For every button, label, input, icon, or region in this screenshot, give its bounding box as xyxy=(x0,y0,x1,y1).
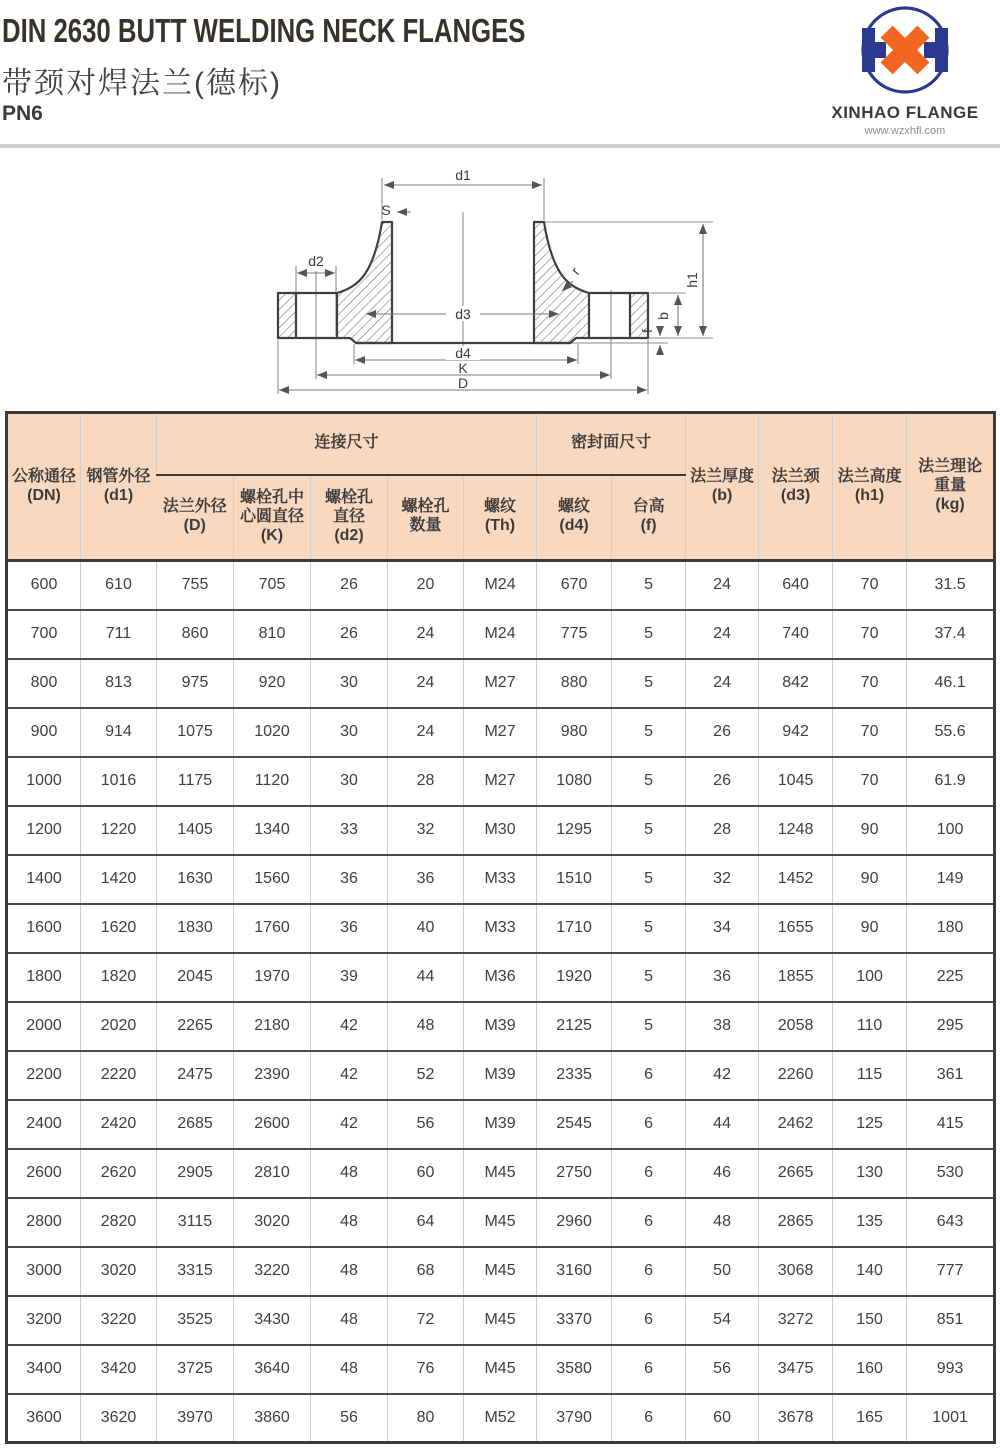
cell: 180 xyxy=(907,904,995,953)
cell: 26 xyxy=(686,757,759,806)
cell: 3220 xyxy=(234,1247,311,1296)
cell: 3970 xyxy=(157,1394,234,1443)
col-header-thread-d4: 螺纹 (d4) xyxy=(537,475,612,561)
cell: 1016 xyxy=(81,757,157,806)
cell: 44 xyxy=(388,953,464,1002)
cell: 1855 xyxy=(759,953,833,1002)
cell: 70 xyxy=(833,610,907,659)
cell: 2750 xyxy=(537,1149,612,1198)
cell: 48 xyxy=(388,1002,464,1051)
cell: 37.4 xyxy=(907,610,995,659)
cell: 80 xyxy=(388,1394,464,1443)
company-logo-icon xyxy=(830,4,980,102)
cell: 1400 xyxy=(7,855,81,904)
col-header-thread-th: 螺纹 (Th) xyxy=(464,475,537,561)
dim-label-s: S xyxy=(381,202,391,218)
cell: 914 xyxy=(81,708,157,757)
cell: 115 xyxy=(833,1051,907,1100)
cell: 2475 xyxy=(157,1051,234,1100)
cell: 1080 xyxy=(537,757,612,806)
cell: 900 xyxy=(7,708,81,757)
cell: 52 xyxy=(388,1051,464,1100)
cell: 1340 xyxy=(234,806,311,855)
cell: 1175 xyxy=(157,757,234,806)
cell: 2045 xyxy=(157,953,234,1002)
page-title: DIN 2630 BUTT WELDING NECK FLANGES xyxy=(2,12,526,49)
col-header-pipe-od: 钢管外径 (d1) xyxy=(81,413,157,561)
table-row xyxy=(7,1345,995,1394)
cell: M39 xyxy=(464,1100,537,1149)
cell: 2800 xyxy=(7,1198,81,1247)
group-header-sealing-face: 密封面尺寸 xyxy=(537,413,686,475)
cell: 36 xyxy=(388,855,464,904)
cell: 1248 xyxy=(759,806,833,855)
cell: 110 xyxy=(833,1002,907,1051)
cell: 33 xyxy=(311,806,388,855)
cell: 149 xyxy=(907,855,995,904)
cell: M33 xyxy=(464,855,537,904)
cell: 24 xyxy=(388,659,464,708)
cell: 3115 xyxy=(157,1198,234,1247)
cell: 2865 xyxy=(759,1198,833,1247)
cell: 942 xyxy=(759,708,833,757)
cell: 3220 xyxy=(81,1296,157,1345)
cell: 3790 xyxy=(537,1394,612,1443)
cell: 980 xyxy=(537,708,612,757)
cell: 800 xyxy=(7,659,81,708)
cell: 1760 xyxy=(234,904,311,953)
cell: 6 xyxy=(612,1247,686,1296)
table-row xyxy=(7,1051,995,1100)
cell: 165 xyxy=(833,1394,907,1443)
dim-label-f: f xyxy=(639,329,655,333)
cell: 1800 xyxy=(7,953,81,1002)
cell: 5 xyxy=(612,659,686,708)
col-header-neck-d3: 法兰颈 (d3) xyxy=(759,413,833,561)
cell: 1045 xyxy=(759,757,833,806)
col-header-bolt-circle-k: 螺栓孔中心圆直径 (K) xyxy=(234,475,311,561)
cell: M45 xyxy=(464,1296,537,1345)
cell: 70 xyxy=(833,708,907,757)
cell: 2000 xyxy=(7,1002,81,1051)
page-subtitle-chinese: 带颈对焊法兰(德标) xyxy=(2,67,282,100)
cell: 70 xyxy=(833,561,907,610)
cell: 1630 xyxy=(157,855,234,904)
cell: 24 xyxy=(686,659,759,708)
cell: 3400 xyxy=(7,1345,81,1394)
cell: 48 xyxy=(311,1296,388,1345)
cell: 1510 xyxy=(537,855,612,904)
cell: 70 xyxy=(833,659,907,708)
table-row xyxy=(7,855,995,904)
cell: 2600 xyxy=(7,1149,81,1198)
cell: 48 xyxy=(311,1149,388,1198)
cell: 76 xyxy=(388,1345,464,1394)
col-header-thickness-b: 法兰厚度 (b) xyxy=(686,413,759,561)
cell: 6 xyxy=(612,1345,686,1394)
table-row xyxy=(7,1394,995,1443)
cell: 2545 xyxy=(537,1100,612,1149)
cell: 1655 xyxy=(759,904,833,953)
cell: 34 xyxy=(686,904,759,953)
cell: 5 xyxy=(612,610,686,659)
table-body xyxy=(7,561,995,1443)
dim-label-d: D xyxy=(457,375,469,391)
cell: 1820 xyxy=(81,953,157,1002)
cell: 3068 xyxy=(759,1247,833,1296)
cell: 3020 xyxy=(81,1247,157,1296)
table-row xyxy=(7,1149,995,1198)
cell: 38 xyxy=(686,1002,759,1051)
table-row xyxy=(7,561,995,610)
cell: 1452 xyxy=(759,855,833,904)
cell: 140 xyxy=(833,1247,907,1296)
cell: 2180 xyxy=(234,1002,311,1051)
cell: 670 xyxy=(537,561,612,610)
cell: 3860 xyxy=(234,1394,311,1443)
cell: 810 xyxy=(234,610,311,659)
cell: 24 xyxy=(388,708,464,757)
cell: 1600 xyxy=(7,904,81,953)
cell: 61.9 xyxy=(907,757,995,806)
cell: 1710 xyxy=(537,904,612,953)
cell: 3640 xyxy=(234,1345,311,1394)
cell: 880 xyxy=(537,659,612,708)
dim-label-k: K xyxy=(458,360,468,376)
cell: 1000 xyxy=(7,757,81,806)
cell: 860 xyxy=(157,610,234,659)
cell: 2260 xyxy=(759,1051,833,1100)
cell: 72 xyxy=(388,1296,464,1345)
cell: 2905 xyxy=(157,1149,234,1198)
cell: 54 xyxy=(686,1296,759,1345)
cell: 42 xyxy=(311,1051,388,1100)
cell: 5 xyxy=(612,953,686,1002)
cell: 3200 xyxy=(7,1296,81,1345)
cell: 2220 xyxy=(81,1051,157,1100)
cell: 5 xyxy=(612,904,686,953)
cell: 56 xyxy=(686,1345,759,1394)
cell: 851 xyxy=(907,1296,995,1345)
cell: 2420 xyxy=(81,1100,157,1149)
cell: 2265 xyxy=(157,1002,234,1051)
cell: 6 xyxy=(612,1198,686,1247)
cell: 3525 xyxy=(157,1296,234,1345)
cell: 6 xyxy=(612,1149,686,1198)
cell: 130 xyxy=(833,1149,907,1198)
dim-label-d1: d1 xyxy=(455,167,471,183)
cell: 6 xyxy=(612,1296,686,1345)
cell: 415 xyxy=(907,1100,995,1149)
cell: 711 xyxy=(81,610,157,659)
cell: 20 xyxy=(388,561,464,610)
cell: 39 xyxy=(311,953,388,1002)
cell: 775 xyxy=(537,610,612,659)
cell: 3600 xyxy=(7,1394,81,1443)
cell: 42 xyxy=(686,1051,759,1100)
cell: 48 xyxy=(311,1345,388,1394)
cell: 56 xyxy=(388,1100,464,1149)
cell: 26 xyxy=(311,610,388,659)
cell: 3160 xyxy=(537,1247,612,1296)
cell: M36 xyxy=(464,953,537,1002)
cell: 28 xyxy=(388,757,464,806)
cell: 740 xyxy=(759,610,833,659)
cell: 32 xyxy=(686,855,759,904)
cell: 26 xyxy=(686,708,759,757)
dimension-table xyxy=(5,411,996,1444)
cell: 30 xyxy=(311,757,388,806)
dim-label-b: b xyxy=(655,312,671,320)
table-row xyxy=(7,659,995,708)
cell: 150 xyxy=(833,1296,907,1345)
cell: 2390 xyxy=(234,1051,311,1100)
cell: 28 xyxy=(686,806,759,855)
cell: 1970 xyxy=(234,953,311,1002)
cell: 90 xyxy=(833,904,907,953)
cell: 48 xyxy=(311,1198,388,1247)
cell: M39 xyxy=(464,1002,537,1051)
cell: 24 xyxy=(388,610,464,659)
cell: 46 xyxy=(686,1149,759,1198)
cell: 3725 xyxy=(157,1345,234,1394)
cell: 2960 xyxy=(537,1198,612,1247)
cell: 44 xyxy=(686,1100,759,1149)
cell: 1120 xyxy=(234,757,311,806)
cell: 64 xyxy=(388,1198,464,1247)
dim-label-r: r xyxy=(567,263,583,278)
cell: 700 xyxy=(7,610,81,659)
table-row xyxy=(7,904,995,953)
brand-website: www.wzxhfl.com xyxy=(864,125,946,137)
cell: 3620 xyxy=(81,1394,157,1443)
cell: M30 xyxy=(464,806,537,855)
cell: M45 xyxy=(464,1198,537,1247)
cell: 160 xyxy=(833,1345,907,1394)
cell: 225 xyxy=(907,953,995,1002)
table-row xyxy=(7,1002,995,1051)
table-row xyxy=(7,1247,995,1296)
cell: 361 xyxy=(907,1051,995,1100)
cell: 36 xyxy=(686,953,759,1002)
cell: 2685 xyxy=(157,1100,234,1149)
cell: M52 xyxy=(464,1394,537,1443)
cell: 36 xyxy=(311,904,388,953)
cell: 1405 xyxy=(157,806,234,855)
brand-name: XINHAO FLANGE xyxy=(831,103,979,122)
cell: 70 xyxy=(833,757,907,806)
cell: M45 xyxy=(464,1149,537,1198)
cell: 3580 xyxy=(537,1345,612,1394)
cell: 975 xyxy=(157,659,234,708)
cell: M27 xyxy=(464,757,537,806)
cell: 1620 xyxy=(81,904,157,953)
col-header-height-h1: 法兰高度 (h1) xyxy=(833,413,907,561)
cell: 2600 xyxy=(234,1100,311,1149)
cell: 2200 xyxy=(7,1051,81,1100)
cell: 1220 xyxy=(81,806,157,855)
col-header-bolt-hole-d2: 螺栓孔直径 (d2) xyxy=(311,475,388,561)
cell: M39 xyxy=(464,1051,537,1100)
cell: 48 xyxy=(686,1198,759,1247)
cell: 26 xyxy=(311,561,388,610)
dim-label-d3: d3 xyxy=(455,306,471,322)
cell: 100 xyxy=(907,806,995,855)
cell: 3678 xyxy=(759,1394,833,1443)
cell: 295 xyxy=(907,1002,995,1051)
cell: 135 xyxy=(833,1198,907,1247)
cell: 777 xyxy=(907,1247,995,1296)
cell: 600 xyxy=(7,561,81,610)
cell: 56 xyxy=(311,1394,388,1443)
cell: 3315 xyxy=(157,1247,234,1296)
cell: 36 xyxy=(311,855,388,904)
cell: M45 xyxy=(464,1247,537,1296)
cell: 1920 xyxy=(537,953,612,1002)
cell: 610 xyxy=(81,561,157,610)
cell: 6 xyxy=(612,1051,686,1100)
cell: 40 xyxy=(388,904,464,953)
cell: 32 xyxy=(388,806,464,855)
cell: M27 xyxy=(464,659,537,708)
cell: 24 xyxy=(686,610,759,659)
cell: 2058 xyxy=(759,1002,833,1051)
cell: 31.5 xyxy=(907,561,995,610)
cell: 2620 xyxy=(81,1149,157,1198)
col-header-bolt-count: 螺栓孔数量 xyxy=(388,475,464,561)
cell: 5 xyxy=(612,1002,686,1051)
cell: 68 xyxy=(388,1247,464,1296)
table-row xyxy=(7,1296,995,1345)
cell: 2820 xyxy=(81,1198,157,1247)
cell: 3370 xyxy=(537,1296,612,1345)
cell: 42 xyxy=(311,1100,388,1149)
table-row xyxy=(7,1100,995,1149)
cell: M27 xyxy=(464,708,537,757)
cell: M45 xyxy=(464,1345,537,1394)
pressure-class-label: PN6 xyxy=(2,102,43,125)
cell: 42 xyxy=(311,1002,388,1051)
table-row xyxy=(7,806,995,855)
cell: M24 xyxy=(464,561,537,610)
cell: 530 xyxy=(907,1149,995,1198)
cell: 842 xyxy=(759,659,833,708)
cell: M24 xyxy=(464,610,537,659)
cell: 3272 xyxy=(759,1296,833,1345)
flange-section-drawing xyxy=(250,160,750,410)
cell: 3020 xyxy=(234,1198,311,1247)
cell: 2125 xyxy=(537,1002,612,1051)
cell: 90 xyxy=(833,855,907,904)
cell: 1020 xyxy=(234,708,311,757)
cell: M33 xyxy=(464,904,537,953)
cell: 125 xyxy=(833,1100,907,1149)
cell: 48 xyxy=(311,1247,388,1296)
cell: 3475 xyxy=(759,1345,833,1394)
cell: 55.6 xyxy=(907,708,995,757)
table-row xyxy=(7,610,995,659)
dim-label-d4: d4 xyxy=(455,345,471,361)
table-row xyxy=(7,953,995,1002)
cell: 643 xyxy=(907,1198,995,1247)
cell: 6 xyxy=(612,1394,686,1443)
col-header-face-height-f: 台高 (f) xyxy=(612,475,686,561)
header-divider xyxy=(0,144,1000,148)
group-header-connection: 连接尺寸 xyxy=(157,413,537,475)
cell: 3420 xyxy=(81,1345,157,1394)
cell: 3430 xyxy=(234,1296,311,1345)
cell: 6 xyxy=(612,1100,686,1149)
cell: 30 xyxy=(311,659,388,708)
cell: 5 xyxy=(612,806,686,855)
cell: 1200 xyxy=(7,806,81,855)
cell: 1001 xyxy=(907,1394,995,1443)
cell: 24 xyxy=(686,561,759,610)
cell: 50 xyxy=(686,1247,759,1296)
cell: 993 xyxy=(907,1345,995,1394)
cell: 5 xyxy=(612,561,686,610)
cell: 640 xyxy=(759,561,833,610)
dimension-lines xyxy=(279,185,703,390)
cell: 2020 xyxy=(81,1002,157,1051)
table-row xyxy=(7,757,995,806)
dim-label-d2: d2 xyxy=(308,253,324,269)
cell: 1560 xyxy=(234,855,311,904)
cell: 705 xyxy=(234,561,311,610)
cell: 60 xyxy=(686,1394,759,1443)
cell: 920 xyxy=(234,659,311,708)
cell: 5 xyxy=(612,757,686,806)
col-header-flange-od: 法兰外径 (D) xyxy=(157,475,234,561)
cell: 813 xyxy=(81,659,157,708)
cell: 3000 xyxy=(7,1247,81,1296)
cell: 2335 xyxy=(537,1051,612,1100)
cell: 100 xyxy=(833,953,907,1002)
dim-label-h1: h1 xyxy=(684,272,700,288)
cell: 1830 xyxy=(157,904,234,953)
cell: 60 xyxy=(388,1149,464,1198)
cell: 5 xyxy=(612,708,686,757)
cell: 90 xyxy=(833,806,907,855)
cell: 30 xyxy=(311,708,388,757)
cell: 2462 xyxy=(759,1100,833,1149)
table-row xyxy=(7,708,995,757)
cell: 5 xyxy=(612,855,686,904)
cell: 2665 xyxy=(759,1149,833,1198)
cell: 46.1 xyxy=(907,659,995,708)
extension-lines xyxy=(278,178,713,394)
cell: 2810 xyxy=(234,1149,311,1198)
cell: 1075 xyxy=(157,708,234,757)
cell: 755 xyxy=(157,561,234,610)
table-row xyxy=(7,1198,995,1247)
cell: 2400 xyxy=(7,1100,81,1149)
col-header-weight-kg: 法兰理论重量 (kg) xyxy=(907,413,995,561)
cell: 1295 xyxy=(537,806,612,855)
cell: 1420 xyxy=(81,855,157,904)
col-header-dn: 公称通径 (DN) xyxy=(7,413,81,561)
